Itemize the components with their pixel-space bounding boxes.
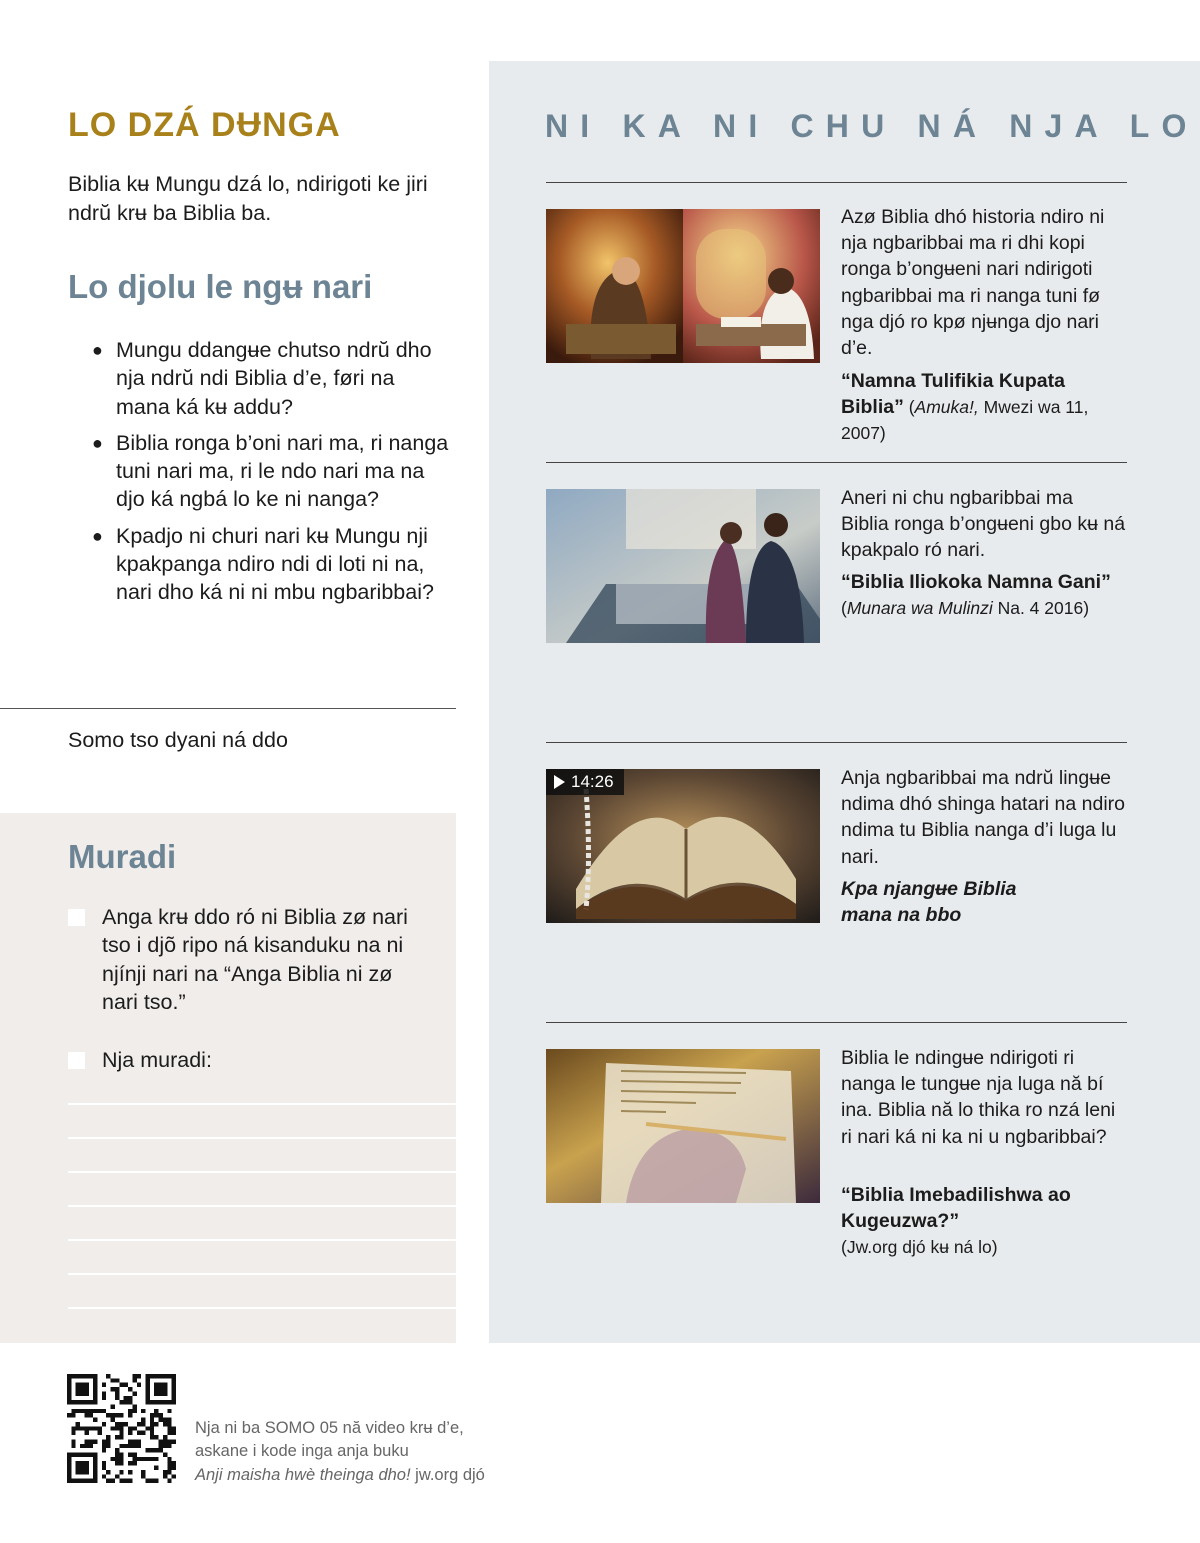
bullet-icon: ● <box>92 340 103 360</box>
review-title: Lo djolu le ngʉ nari <box>68 268 373 305</box>
goals-title: Muradi <box>68 838 177 875</box>
article-link[interactable] <box>841 569 1126 621</box>
goal-item <box>68 1046 428 1074</box>
item-description: Anja ngbaribbai ma ndrŭ lingʉe ndima dhó shinga hatari na ndiro ndima tu Biblia nanga d’i luga lu nari. <box>841 767 1126 868</box>
goal-text: Anga krʉ ddo ró ni Biblia zø nari tso i djõ ripo ná kisanduku na ni njínji nari na “Anga Biblia ni zø nari tso.” <box>102 905 408 1014</box>
review-questions <box>90 336 450 615</box>
summary-title: LO DZÁ DɄNGA <box>68 106 341 144</box>
goal-checkbox[interactable] <box>68 909 85 926</box>
article-link[interactable] <box>841 368 1126 447</box>
article-thumbnail-scribes[interactable] <box>546 209 820 363</box>
summary-text: Biblia kʉ Mungu dzá lo, ndirigoti ke jiri ndrŭ krʉ ba Biblia ba. <box>68 172 428 225</box>
review-question-text: Kpadjo ni churi nari kʉ Mungu nji kpakpanga ndiro ndi di loti ni na, nari dho ká ni ni mbu ngbaribbai? <box>116 523 434 605</box>
qr-code[interactable] <box>67 1374 176 1483</box>
footer-note <box>195 1417 575 1487</box>
write-line[interactable] <box>68 1171 456 1173</box>
goal-item <box>68 903 428 1016</box>
review-question-text: Mungu ddangʉe chutso ndrŭ dho nja ndrŭ ndi Biblia d’e, føri na mana ká kʉ addu? <box>116 338 432 419</box>
article-source-publication: Amuka!, <box>914 397 979 418</box>
lesson-date-label: Somo tso dyani ná ddo <box>68 728 288 752</box>
write-line[interactable] <box>68 1239 456 1241</box>
review-question <box>90 522 450 607</box>
article-thumbnail-scroll[interactable] <box>546 1049 820 1203</box>
goal-checkbox[interactable] <box>68 1052 85 1069</box>
article-source: (Jw.org djó kʉ ná lo) <box>841 1237 998 1258</box>
article-source-date: Na. 4 2016) <box>992 598 1090 619</box>
write-line[interactable] <box>68 1103 456 1105</box>
play-icon <box>554 775 565 789</box>
bullet-icon: ● <box>92 432 103 453</box>
goal-text: Nja muradi: <box>102 1048 212 1072</box>
divider <box>546 462 1127 463</box>
footer-line: askane i kode inga anja buku <box>195 1442 409 1461</box>
video-thumbnail[interactable] <box>546 769 820 923</box>
article-link[interactable] <box>841 1182 1071 1261</box>
article-title[interactable]: “Namna Tulifikia Kupata Biblia” <box>841 370 1065 419</box>
article-thumbnail-museum[interactable] <box>546 489 820 643</box>
footer-book-title: Anji maisha hwè theinga dho! <box>195 1465 411 1484</box>
item-description: Aneri ni chu ngbaribbai ma Biblia ronga b’ongʉeni gbo kʉ ná kpakpalo ró nari. <box>841 487 1126 562</box>
write-line[interactable] <box>68 1273 456 1275</box>
article-source-publication: Munara wa Mulinzi <box>846 598 993 619</box>
video-title[interactable]: Kpa njangʉe Biblia mana na bbo <box>841 878 1017 927</box>
article-title[interactable]: “Biblia Iliokoka Namna Gani” <box>841 571 1111 593</box>
divider <box>546 182 1127 183</box>
review-question-text: Biblia ronga b’oni nari ma, ri nanga tuni nari ma, ri le ndo nari ma na djo ká ngbá lo ke ni nanga? <box>116 430 449 512</box>
video-link[interactable] <box>841 876 1031 928</box>
divider <box>0 708 456 709</box>
item-description: Biblia le ndingʉe ndirigoti ri nanga le tungʉe nja luga nă bí ina. Biblia nă lo thika ro nzá leni ri nari ká ni ka ni u ngbaribbai? <box>841 1047 1116 1148</box>
article-source-date: Mwezi wa 11, 2007) <box>841 397 1089 444</box>
item-description: Azø Biblia dhó historia ndiro ni nja ngbaribbai ma ri dhi kopi ronga b’ongʉeni nari ndirigoti ngbaribbai ma ri nanga tuni fø nga djó ro kpø njʉnga djo nari d’e. <box>841 206 1105 360</box>
article-source: ( <box>903 397 915 418</box>
article-title[interactable]: “Biblia Imebadilishwa ao Kugeuzwa?” <box>841 1184 1071 1233</box>
write-line[interactable] <box>68 1137 456 1139</box>
bullet-icon: ● <box>92 525 103 546</box>
goals-box <box>0 813 456 1343</box>
review-question <box>90 336 450 421</box>
footer-line: Nja ni ba SOMO 05 nă video krʉ d’e, <box>195 1419 464 1437</box>
divider <box>546 742 1127 743</box>
divider <box>546 1022 1127 1023</box>
article-source: ( <box>841 598 847 619</box>
video-duration: 14:26 <box>571 772 614 791</box>
explore-title: NI KA NI CHU NÁ NJA LO <box>545 108 1199 144</box>
write-line[interactable] <box>68 1307 456 1309</box>
footer-line: jw.org djó <box>410 1465 485 1484</box>
review-question <box>90 429 450 514</box>
write-line[interactable] <box>68 1205 456 1207</box>
video-duration-badge <box>546 769 624 795</box>
